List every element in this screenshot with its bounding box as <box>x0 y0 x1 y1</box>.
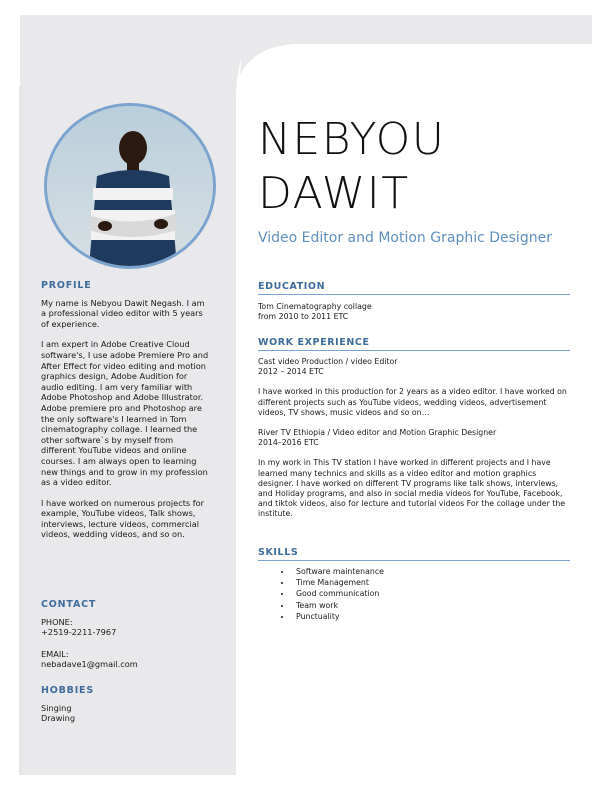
profile-section <box>41 281 209 550</box>
skill-item: • Team work <box>292 600 384 611</box>
job2-title: River TV Ethiopia / Video editor and Motion Graphic Designer <box>258 428 497 438</box>
skill-item: • Punctuality <box>292 611 384 622</box>
profile-photo <box>44 103 216 269</box>
hobby-item: Drawing <box>41 713 76 724</box>
education-heading: EDUCATION <box>258 281 570 295</box>
last-name: DAWIT <box>258 168 410 219</box>
phone-label: PHONE: <box>41 616 73 627</box>
skill-item: • Good communication <box>292 588 384 599</box>
skills-heading: SKILLS <box>258 547 570 561</box>
job2-description: In my work in This TV station I have worked in different projects and I have learned many technics and skills as a video editor and motion graphics designer. I have worked on different TV programs like talk shows, interviews, and Holiday programs, and also in social media videos for YouTube, Facebook, and tiktok videos, also for lecture and tutorial videos For the collage under the institute. <box>258 458 566 519</box>
job1-description: I have worked in this production for 2 years as a video editor. I have worked on different projects such as YouTube videos, wedding videos, advertisement videos, TV shows, music videos and so on… <box>258 387 567 417</box>
email-label: EMAIL: <box>41 648 69 659</box>
email-value[interactable]: nebadave1@gmail.com <box>41 659 138 670</box>
profile-skills-text: I am expert in Adobe Creative Cloud software's, I use adobe Premiere Pro and After Effect for video editing and motion graphics design, Adobe Audition for audio editing. I am very familiar with Adobe Photoshop and Adobe Illustrator. Adobe premiere pro and Photoshop are the only software's I learned in Tom cinematography collage. I learned the other software`s by myself from different YouTube videos and online courses. I am always open to learning new things and to grow in my profession as a video editor. <box>41 339 209 488</box>
contact-heading: CONTACT <box>41 599 97 610</box>
work-heading: WORK EXPERIENCE <box>258 337 570 351</box>
name-title <box>258 113 588 221</box>
profile-projects-text: I have worked on numerous projects for example, YouTube videos, Talk shows, interviews, lecture videos, commercial videos, wedding videos, and so on. <box>41 497 205 540</box>
phone-value: +2519-2211-7967 <box>41 627 117 638</box>
job2-years: 2014–2016 ETC <box>258 438 319 448</box>
education-body <box>258 302 570 322</box>
profile-heading: PROFILE <box>41 280 92 291</box>
skill-item: • Time Management <box>292 577 384 588</box>
hobbies-heading: HOBBIES <box>41 685 94 696</box>
contact-section <box>41 600 209 670</box>
job-title: Video Editor and Motion Graphic Designer <box>258 230 552 246</box>
profile-intro: My name is Nebyou Dawit Negash. I am a professional video editor with 5 years of experience. <box>41 297 205 329</box>
skills-list <box>274 566 384 622</box>
job1-title: Cast video Production / video Editor <box>258 357 398 366</box>
hobby-item: Singing <box>41 702 72 713</box>
skill-item: • Software maintenance <box>292 566 384 577</box>
education-years: from 2010 to 2011 ETC <box>258 312 349 322</box>
hobbies-section <box>41 686 209 724</box>
work-body <box>258 357 570 520</box>
job1-years: 2012 – 2014 ETC <box>258 367 324 377</box>
education-school: Tom Cinematography collage <box>258 302 372 311</box>
first-name: NEBYOU <box>258 114 446 165</box>
